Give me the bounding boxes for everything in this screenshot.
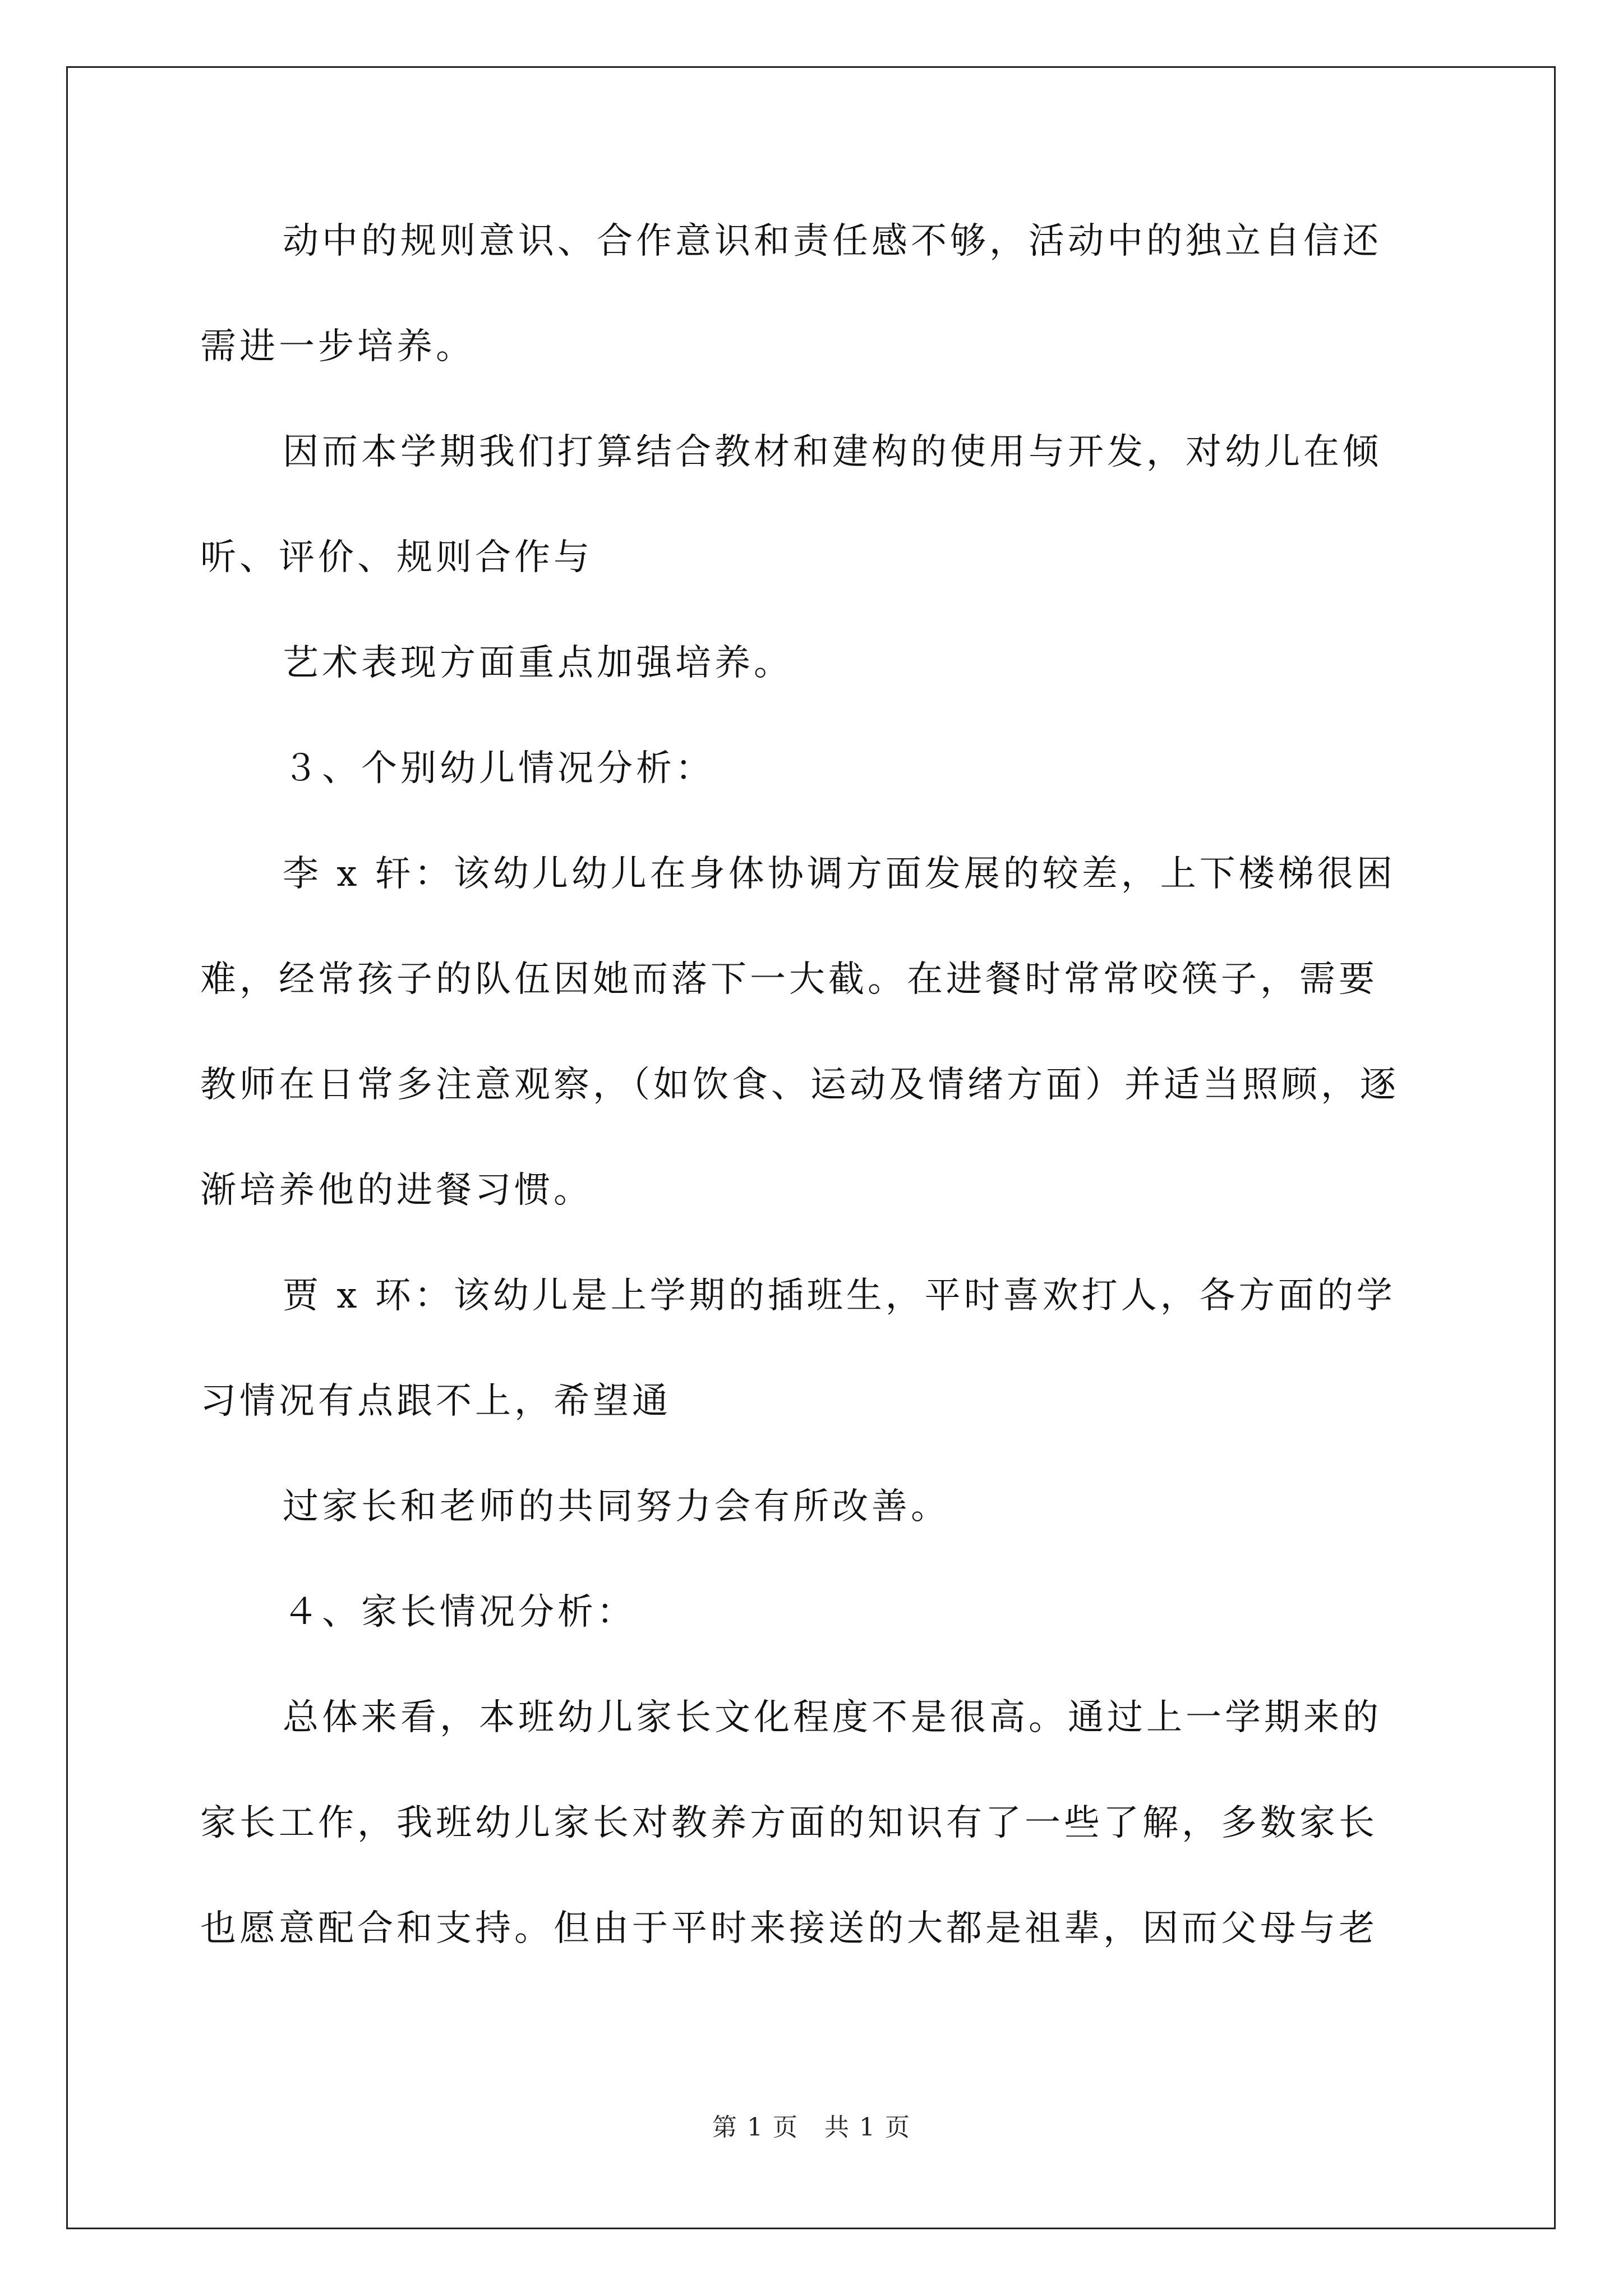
text-line: 动中的规则意识、合作意识和责任感不够，活动中的独立自信还 — [283, 220, 1382, 262]
document-body — [200, 213, 1434, 2006]
text-line: 总体来看，本班幼儿家长文化程度不是很高。通过上一学期来的 — [283, 1697, 1382, 1738]
section-heading: ３、个别幼儿情况分析： — [283, 748, 714, 789]
text-line: 习情况有点跟不上，希望通 — [200, 1381, 671, 1422]
page-number: 第 1 页 共 1 页 — [712, 2113, 911, 2142]
text-line: 因而本学期我们打算结合教材和建构的使用与开发，对幼儿在倾 — [283, 431, 1382, 473]
text-line: 家长工作，我班幼儿家长对教养方面的知识有了一些了解，多数家长 — [200, 1802, 1378, 1844]
text-line: 难，经常孩子的队伍因她而落下一大截。在进餐时常常咬筷子，需要 — [200, 959, 1378, 1000]
text-line: 教师在日常多注意观察，（如饮食、运动及情绪方面）并适当照顾，逐 — [200, 1064, 1399, 1106]
section-heading: ４、家长情况分析： — [283, 1591, 636, 1633]
text-line: 听、评价、规则合作与 — [200, 537, 593, 578]
text-line: 也愿意配合和支持。但由于平时来接送的大都是祖辈，因而父母与老 — [200, 1908, 1378, 1949]
text-line: 艺术表现方面重点加强培养。 — [283, 642, 793, 684]
text-line: 需进一步培养。 — [200, 326, 475, 367]
text-line: 渐培养他的进餐习惯。 — [200, 1170, 593, 1211]
text-line: 贾 x 环：该幼儿是上学期的插班生，平时喜欢打人，各方面的学 — [283, 1275, 1396, 1317]
text-line: 过家长和老师的共同努力会有所改善。 — [283, 1486, 950, 1527]
text-line: 李 x 轩：该幼儿幼儿在身体协调方面发展的较差，上下楼梯很困 — [283, 853, 1396, 895]
